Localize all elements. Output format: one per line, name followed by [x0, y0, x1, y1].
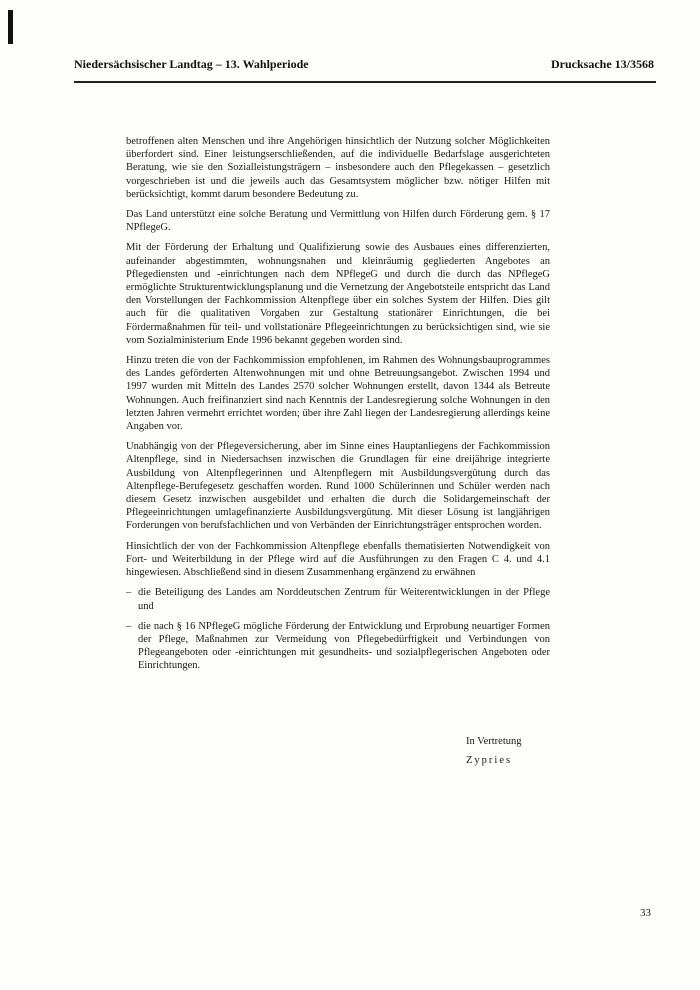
paragraph-6: Hinsichtlich der von der Fachkommission Altenpflege ebenfalls thematisierten Notwendigkeit von Fort- und Weiterbildung in der Pflege wird auf die Ausführungen zu den Fragen C 4. und 4.1 hingewiesen. Abschließend sind in diesem Zusammenhang ergänzend zu erwähnen: [126, 540, 550, 579]
header-rule: [74, 81, 656, 83]
list-item: [126, 586, 550, 612]
list-marker: –: [126, 620, 132, 632]
header-title: Niedersächsischer Landtag – 13. Wahlperiode: [74, 57, 309, 71]
margin-bar: [8, 10, 13, 44]
paragraph-4: Hinzu treten die von der Fachkommission empfohlenen, im Rahmen des Wohnungsbauprogrammes des Landes geförderten Altenwohnungen mit und ohne Betreuungsangebot. Zwischen 1994 und 1997 wurden mit Mitteln des Landes 2570 solcher Wohnungen erstellt, davon 1344 als Betreute Wohnungen. Auch freifinanziert sind nach Kenntnis der Landesregierung solche Wohnungen in den letzten Jahren vermehrt errichtet worden; über ihre Zahl liegen der Landesregierung allerdings keine Angaben vor.: [126, 355, 550, 433]
body-text: [126, 135, 550, 680]
page-header: [74, 57, 654, 73]
list-item-text: die nach § 16 NPflegeG mögliche Förderung der Entwicklung und Erprobung neuartiger Formen der Pflege, Maßnahmen zur Vermeidung von Pflegebedürftigkeit und Verbindungen von Pflegeangeboten oder -einrichtungen mit gesundheits- und sozialpflegerischen Angeboten oder Einrichtungen.: [138, 620, 550, 672]
signature-line: In Vertretung: [466, 736, 522, 747]
list-marker: –: [126, 587, 132, 599]
list-item: [126, 620, 550, 673]
paragraph-1: betroffenen alten Menschen und ihre Angehörigen hinsichtlich der Nutzung solcher Möglichkeiten überfordert sind. Einer leistungserschließenden, auf die individuelle Bedarfslage ausgerichteten Beratung, wie sie den Sozialleistungsträgern – insbesondere auch den Pflegekassen – gesetzlich vorgeschrieben ist und die jeweils auch das Gesamtsystem möglicher bzw. nötiger Hilfen mit berücksichtigt, kommt darum besondere Bedeutung zu.: [126, 136, 550, 200]
document-number: Drucksache 13/3568: [551, 57, 654, 71]
paragraph-3: Mit der Förderung der Erhaltung und Qualifizierung sowie des Ausbaues eines differenzierten, aufeinander abgestimmten, wohnungsnahen und kleinräumig gegliederten Angebotes an Pflegediensten und -einrichtungen nach dem NPflegeG und durch die durch das NPflegeG ermöglichte Strukturentwicklungsplanung und die Vernetzung der Angebotsteile entspricht das Land den Vorstellungen der Fachkommission Altenpflege über ein solches System der Hilfen. Dies gilt auch für die qualitativen Vorgaben zur Gestaltung stationärer Einrichtungen, die bei Fördermaßnahmen für teil- und vollstationäre Pflegeeinrichtungen zu berücksichtigen sind, wie sie vom Sozialministerium Ende 1996 bekannt gegeben worden sind.: [126, 242, 550, 346]
item-list: [126, 586, 550, 672]
paragraph-2: Das Land unterstützt eine solche Beratung und Vermittlung von Hilfen durch Förderung gem. § 17 NPflegeG.: [126, 209, 550, 234]
list-item-text: die Beteiligung des Landes am Norddeutschen Zentrum für Weiterentwicklungen in der Pflege und: [138, 587, 550, 612]
signature-name: Zypries: [466, 755, 513, 766]
paragraph-5: Unabhängig von der Pflegeversicherung, aber im Sinne eines Hauptanliegens der Fachkommission Altenpflege, sind in Niedersachsen inzwischen die Grundlagen für eine dreijährige integrierte Ausbildung von Altenpflegerinnen und Altenpflegern mit Ausbildungsvergütung durch das Altenpflege-Berufegesetz geschaffen worden. Rund 1000 Schülerinnen und Schüler werden nach diesem Gesetz inzwischen ausgebildet und erhalten die durch die Solidargemeinschaft der Pflegeeinrichtungen umlagefinanzierte Ausbildungsvergütung. Mit dieser Lösung ist langjährigen Forderungen von berufsfachlichen und von Verbänden der Einrichtungsträger entsprochen worden.: [126, 441, 550, 532]
signature-block: [466, 736, 522, 766]
page-number: 33: [640, 907, 651, 919]
